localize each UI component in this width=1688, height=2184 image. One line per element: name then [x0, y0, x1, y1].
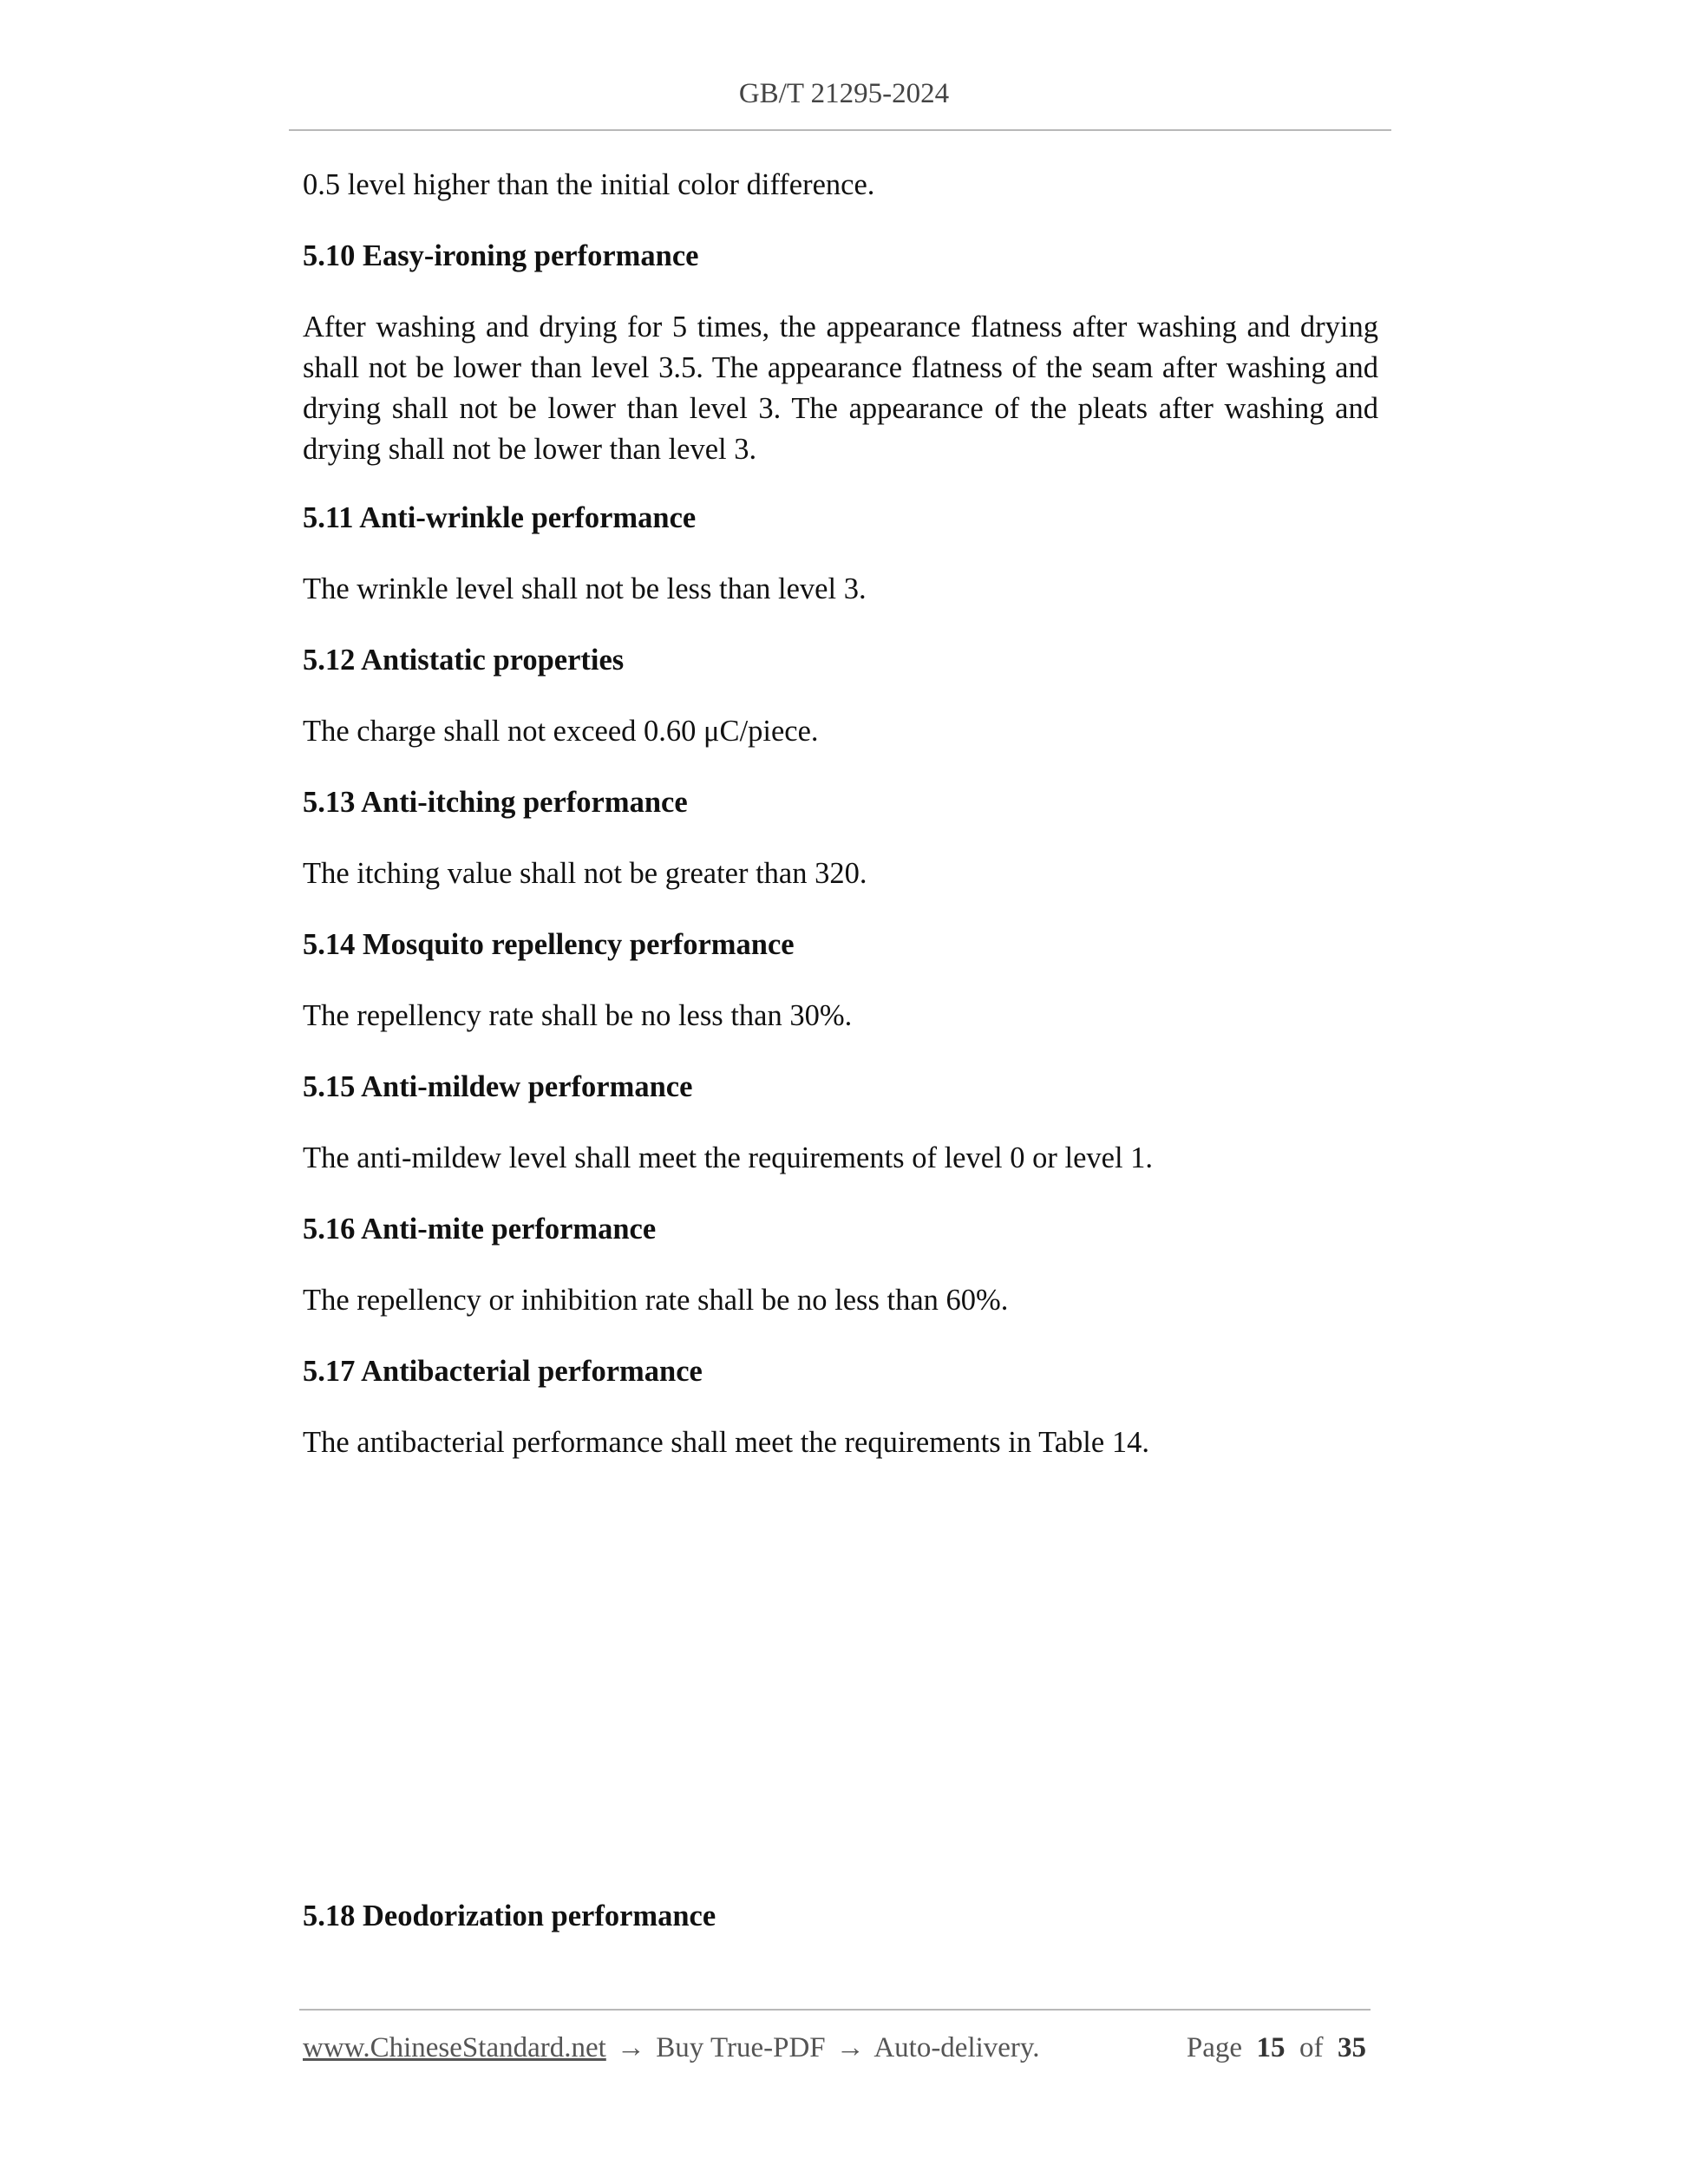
arrow-right-icon: → — [617, 2032, 646, 2063]
section-5-17-heading: 5.17 Antibacterial performance — [303, 1355, 703, 1388]
section-5-11-paragraph: The wrinkle level shall not be less than level 3. — [303, 572, 867, 605]
section-5-10-paragraph: After washing and drying for 5 times, the appearance flatness after washing and drying shall not be lower than level 3.5. The appearance flatness of the seam after washing and drying shall not be lower than level 3. The appearance of the pleats after washing and drying shall not be lower than level 3. — [303, 311, 1378, 466]
section-5-13-paragraph: The itching value shall not be greater than 320. — [303, 857, 867, 890]
section-5-11-heading: 5.11 Anti-wrinkle performance — [303, 501, 697, 534]
of-label: of — [1299, 2032, 1324, 2063]
section-5-14-heading: 5.14 Mosquito repellency performance — [303, 928, 795, 961]
section-5-17-paragraph: The antibacterial performance shall meet the requirements in Table 14. — [303, 1426, 1149, 1459]
buy-true-pdf-text: Buy True-PDF — [656, 2032, 826, 2063]
document-header-title: GB/T 21295-2024 — [738, 78, 950, 109]
page-label: Page — [1186, 2032, 1242, 2063]
arrow-right-icon: → — [835, 2032, 865, 2063]
section-5-10-heading: 5.10 Easy-ironing performance — [303, 239, 699, 272]
section-5-16-paragraph: The repellency or inhibition rate shall be no less than 60%. — [303, 1284, 1009, 1317]
site-link[interactable]: www.ChineseStandard.net — [303, 2032, 606, 2063]
section-5-12-paragraph: The charge shall not exceed 0.60 μC/piece. — [303, 715, 819, 748]
section-5-14-paragraph: The repellency rate shall be no less than 30%. — [303, 999, 853, 1032]
footer-promo — [303, 2029, 1040, 2067]
section-5-12-heading: 5.12 Antistatic properties — [303, 644, 625, 677]
page-number — [1187, 2029, 1366, 2067]
section-5-16-heading: 5.16 Anti-mite performance — [303, 1213, 657, 1246]
auto-delivery-text: Auto-delivery. — [873, 2032, 1040, 2063]
page-total: 35 — [1338, 2032, 1366, 2063]
section-5-15-heading: 5.15 Anti-mildew performance — [303, 1070, 693, 1103]
intro-paragraph: 0.5 level higher than the initial color difference. — [303, 168, 875, 201]
section-5-18-heading: 5.18 Deodorization performance — [303, 1900, 716, 1932]
header-divider — [289, 129, 1391, 131]
page-current: 15 — [1256, 2032, 1286, 2063]
footer-divider — [299, 2009, 1371, 2011]
section-5-15-paragraph: The anti-mildew level shall meet the requirements of level 0 or level 1. — [303, 1141, 1154, 1174]
section-5-13-heading: 5.13 Anti-itching performance — [303, 786, 688, 819]
